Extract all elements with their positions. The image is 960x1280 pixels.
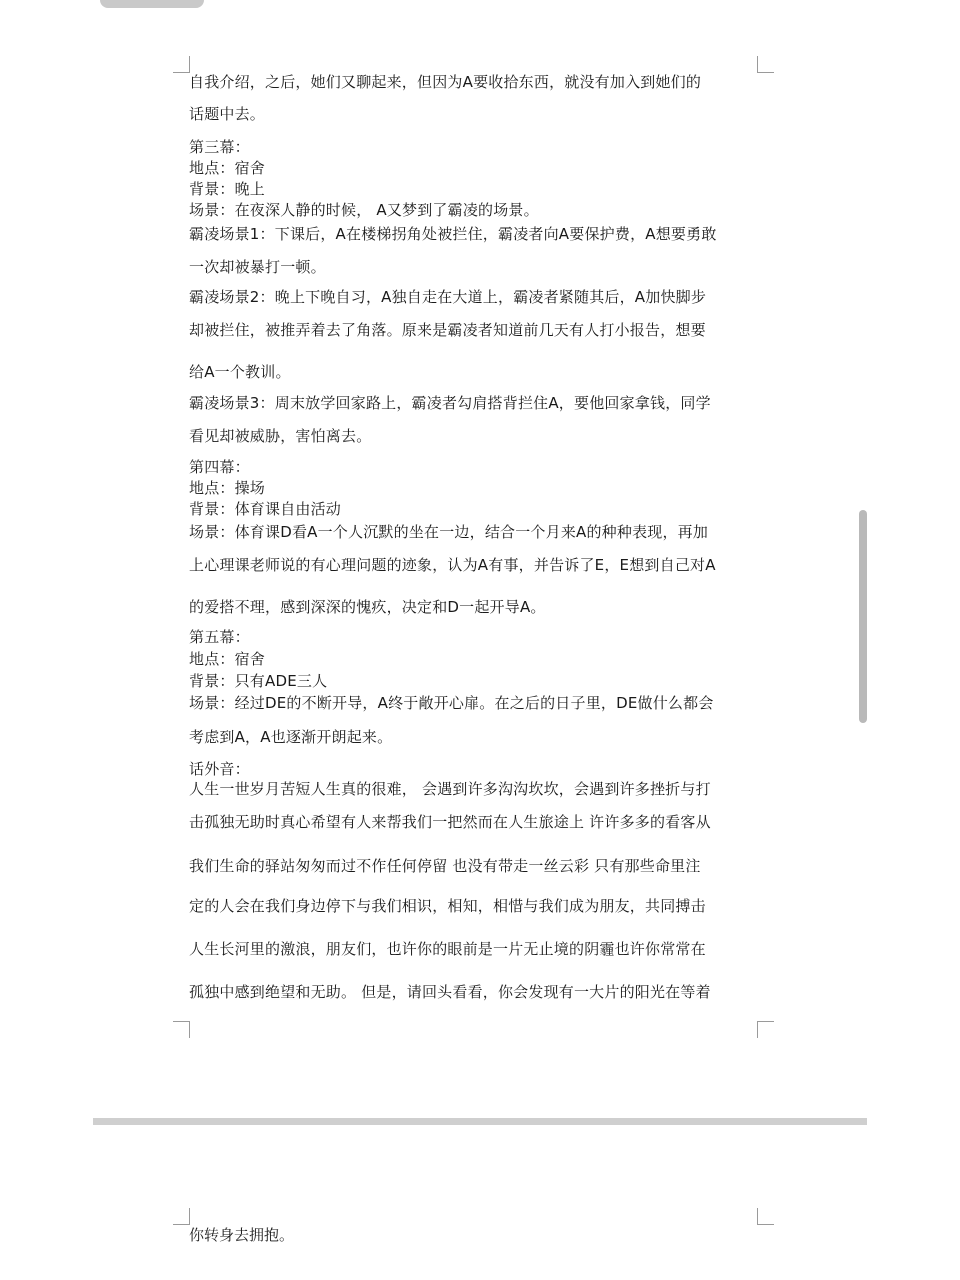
text-line: 第四幕： <box>189 458 250 476</box>
text-line: 第三幕： <box>189 138 250 156</box>
text-line: 人生长河里的激浪，朋友们，也许你的眼前是一片无止境的阴霾也许你常常在 <box>189 940 706 958</box>
margin-mark-bottom-right <box>757 1021 774 1038</box>
text-line: 自我介绍，之后，她们又聊起来，但因为A要收拾东西，就没有加入到她们的 <box>189 73 702 91</box>
text-line: 背景：晚上 <box>189 180 266 198</box>
next-page-first-line: 你转身去拥抱。 <box>189 1226 295 1244</box>
text-line: 地点：宿舍 <box>189 159 266 177</box>
text-line: 地点：操场 <box>189 479 266 497</box>
text-line: 场景：经过DE的不断开导，A终于敞开心扉。在之后的日子里，DE做什么都会 <box>189 694 714 712</box>
text-line: 场景：体育课D看A一个人沉默的坐在一边，结合一个月来A的种种表现，再加 <box>189 523 709 541</box>
text-line: 孤独中感到绝望和无助。 但是，请回头看看，你会发现有一大片的阳光在等着 <box>189 983 711 1001</box>
text-line: 一次却被暴打一顿。 <box>189 258 326 276</box>
text-line: 霸凌场景3：周末放学回家路上，霸凌者勾肩搭背拦住A，要他回家拿钱，同学 <box>189 394 711 412</box>
vertical-scrollbar-thumb[interactable] <box>859 510 867 723</box>
text-line: 我们生命的驿站匆匆而过不作任何停留 也没有带走一丝云彩 只有那些命里注 <box>189 857 701 875</box>
text-line: 却被拦住，被推弄着去了角落。原来是霸凌者知道前几天有人打小报告，想要 <box>189 321 706 339</box>
page-break-divider <box>93 1118 867 1125</box>
text-line: 话题中去。 <box>189 105 266 123</box>
text-line: 击孤独无助时真心希望有人来帮我们一把然而在人生旅途上 许许多多的看客从 <box>189 813 711 831</box>
text-line: 上心理课老师说的有心理问题的迹象，认为A有事，并告诉了E，E想到自己对A <box>189 556 716 574</box>
margin-mark-top-left-page2 <box>173 1208 190 1225</box>
margin-mark-bottom-left <box>173 1021 190 1038</box>
text-line: 霸凌场景1：下课后，A在楼梯拐角处被拦住，霸凌者向A要保护费，A想要勇敢 <box>189 225 717 243</box>
text-line: 第五幕： <box>189 628 250 646</box>
text-line: 看见却被威胁，害怕离去。 <box>189 427 372 445</box>
text-line: 地点：宿舍 <box>189 650 266 668</box>
text-line: 背景：只有ADE三人 <box>189 672 328 690</box>
text-line: 人生一世岁月苦短人生真的很难， 会遇到许多沟沟坎坎，会遇到许多挫折与打 <box>189 780 711 798</box>
margin-mark-top-right <box>757 56 774 73</box>
text-line: 话外音： <box>189 760 250 778</box>
text-line: 霸凌场景2：晚上下晚自习，A独自走在大道上，霸凌者紧随其后，A加快脚步 <box>189 288 707 306</box>
top-tab-handle <box>100 0 204 8</box>
text-line: 考虑到A，A也逐渐开朗起来。 <box>189 728 393 746</box>
text-line: 场景：在夜深人静的时候， A又梦到了霸凌的场景。 <box>189 201 539 219</box>
text-line: 给A一个教训。 <box>189 363 291 381</box>
text-line: 背景：体育课自由活动 <box>189 500 342 518</box>
margin-mark-top-left <box>173 56 190 73</box>
margin-mark-top-right-page2 <box>757 1208 774 1225</box>
text-line: 的爱搭不理，感到深深的愧疚，决定和D一起开导A。 <box>189 598 546 616</box>
text-line: 定的人会在我们身边停下与我们相识，相知，相惜与我们成为朋友，共同搏击 <box>189 897 706 915</box>
